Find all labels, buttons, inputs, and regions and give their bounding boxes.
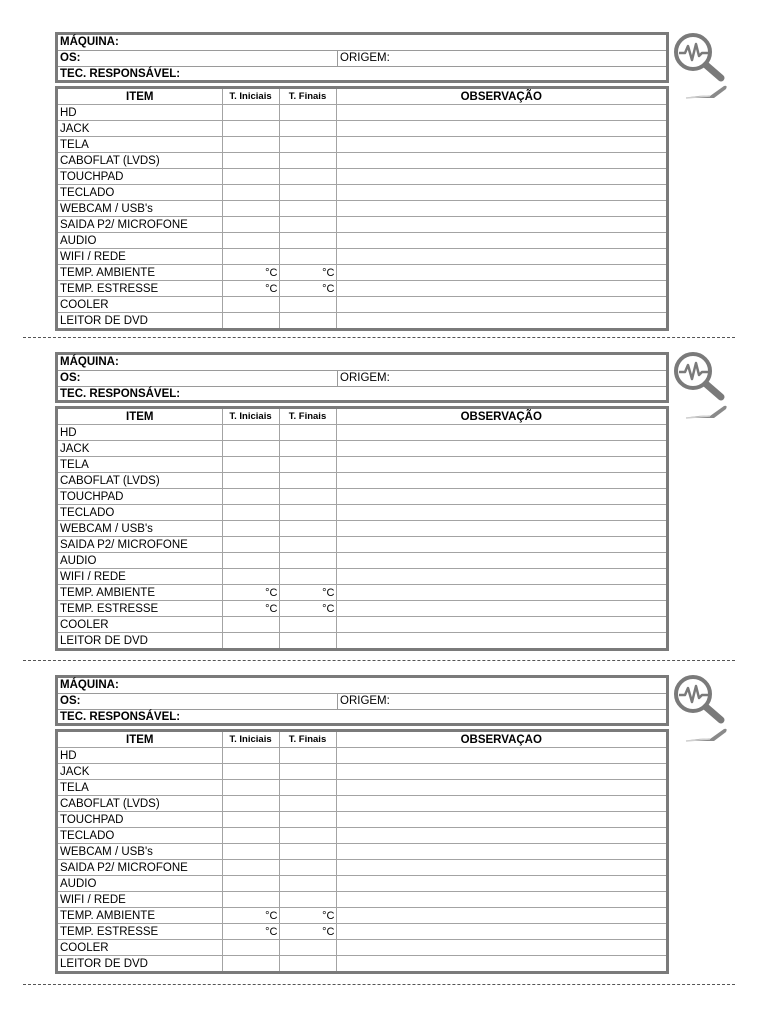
observacao-cell bbox=[336, 812, 666, 828]
os-label: OS: bbox=[58, 371, 338, 386]
header-t-finais: T. Finais bbox=[279, 89, 336, 105]
observacao-cell bbox=[336, 617, 666, 633]
t-finais-cell bbox=[279, 860, 336, 876]
t-finais-cell bbox=[279, 940, 336, 956]
observacao-cell bbox=[336, 569, 666, 585]
header-observacao: OBSERVAÇÃO bbox=[336, 89, 666, 105]
t-iniciais-cell bbox=[222, 844, 279, 860]
observacao-cell bbox=[336, 860, 666, 876]
t-iniciais-cell bbox=[222, 425, 279, 441]
header-item: ITEM bbox=[58, 89, 222, 105]
table-row bbox=[58, 457, 666, 473]
table-row bbox=[58, 876, 666, 892]
observacao-cell bbox=[336, 489, 666, 505]
observacao-cell bbox=[336, 297, 666, 313]
table-row bbox=[58, 281, 666, 297]
origem-label: ORIGEM: bbox=[340, 695, 390, 707]
item-label: TELA bbox=[58, 457, 222, 473]
item-label: TOUCHPAD bbox=[58, 489, 222, 505]
tec-row bbox=[58, 710, 666, 725]
t-finais-cell bbox=[279, 185, 336, 201]
t-finais-cell bbox=[279, 537, 336, 553]
table-row bbox=[58, 844, 666, 860]
t-iniciais-cell: °C bbox=[222, 908, 279, 924]
checklist-form-3 bbox=[55, 675, 669, 974]
table-row bbox=[58, 569, 666, 585]
table-row bbox=[58, 601, 666, 617]
header-t-finais: T. Finais bbox=[279, 409, 336, 425]
t-iniciais-cell bbox=[222, 473, 279, 489]
item-label: JACK bbox=[58, 441, 222, 457]
cut-line bbox=[23, 984, 735, 985]
item-label: SAIDA P2/ MICROFONE bbox=[58, 217, 222, 233]
table-row bbox=[58, 201, 666, 217]
item-label: TECLADO bbox=[58, 828, 222, 844]
observacao-cell bbox=[336, 249, 666, 265]
observacao-cell bbox=[336, 876, 666, 892]
table-row bbox=[58, 940, 666, 956]
form-header bbox=[55, 32, 669, 83]
table-row bbox=[58, 473, 666, 489]
table-row bbox=[58, 828, 666, 844]
t-iniciais-cell bbox=[222, 796, 279, 812]
observacao-cell bbox=[336, 521, 666, 537]
t-iniciais-cell bbox=[222, 617, 279, 633]
item-label: TEMP. AMBIENTE bbox=[58, 585, 222, 601]
table-row bbox=[58, 860, 666, 876]
item-label: TOUCHPAD bbox=[58, 812, 222, 828]
item-label: COOLER bbox=[58, 940, 222, 956]
cut-line bbox=[23, 337, 735, 338]
item-label: HD bbox=[58, 425, 222, 441]
observacao-cell bbox=[336, 505, 666, 521]
t-finais-cell bbox=[279, 201, 336, 217]
table-row bbox=[58, 537, 666, 553]
t-finais-cell bbox=[279, 796, 336, 812]
item-label: WIFI / REDE bbox=[58, 569, 222, 585]
t-finais-cell bbox=[279, 233, 336, 249]
observacao-cell bbox=[336, 233, 666, 249]
t-iniciais-cell bbox=[222, 249, 279, 265]
t-iniciais-cell bbox=[222, 297, 279, 313]
t-finais-cell bbox=[279, 956, 336, 972]
table-row bbox=[58, 153, 666, 169]
header-t-finais: T. Finais bbox=[279, 732, 336, 748]
t-iniciais-cell bbox=[222, 521, 279, 537]
observacao-cell bbox=[336, 281, 666, 297]
table-header-row bbox=[58, 732, 666, 748]
observacao-cell bbox=[336, 457, 666, 473]
item-label: JACK bbox=[58, 121, 222, 137]
observacao-cell bbox=[336, 425, 666, 441]
header-t-iniciais: T. Iniciais bbox=[222, 89, 279, 105]
observacao-cell bbox=[336, 956, 666, 972]
maquina-row bbox=[58, 35, 666, 51]
t-iniciais-cell bbox=[222, 137, 279, 153]
observacao-cell bbox=[336, 796, 666, 812]
item-label: TEMP. ESTRESSE bbox=[58, 281, 222, 297]
table-row bbox=[58, 748, 666, 764]
item-label: COOLER bbox=[58, 297, 222, 313]
t-iniciais-cell bbox=[222, 860, 279, 876]
table-row bbox=[58, 633, 666, 649]
t-finais-cell bbox=[279, 473, 336, 489]
header-t-iniciais: T. Iniciais bbox=[222, 409, 279, 425]
t-finais-cell: °C bbox=[279, 281, 336, 297]
table-row bbox=[58, 169, 666, 185]
t-finais-cell bbox=[279, 105, 336, 121]
item-label: TEMP. ESTRESSE bbox=[58, 601, 222, 617]
t-iniciais-cell bbox=[222, 537, 279, 553]
item-label: AUDIO bbox=[58, 553, 222, 569]
t-finais-cell: °C bbox=[279, 265, 336, 281]
t-iniciais-cell bbox=[222, 764, 279, 780]
observacao-cell bbox=[336, 185, 666, 201]
table-row bbox=[58, 249, 666, 265]
table-header-row bbox=[58, 89, 666, 105]
observacao-cell bbox=[336, 844, 666, 860]
header-observacao: OBSERVAÇÃO bbox=[336, 409, 666, 425]
t-finais-cell: °C bbox=[279, 924, 336, 940]
item-label: TECLADO bbox=[58, 505, 222, 521]
header-t-iniciais: T. Iniciais bbox=[222, 732, 279, 748]
t-iniciais-cell bbox=[222, 876, 279, 892]
item-label: WEBCAM / USB's bbox=[58, 201, 222, 217]
item-label: JACK bbox=[58, 764, 222, 780]
t-finais-cell bbox=[279, 553, 336, 569]
item-label: HD bbox=[58, 105, 222, 121]
table-row bbox=[58, 185, 666, 201]
table-row bbox=[58, 764, 666, 780]
t-iniciais-cell: °C bbox=[222, 924, 279, 940]
t-finais-cell bbox=[279, 764, 336, 780]
tec-responsavel-label: TEC. RESPONSÁVEL: bbox=[60, 711, 181, 723]
table-row bbox=[58, 505, 666, 521]
item-label: AUDIO bbox=[58, 233, 222, 249]
item-label: WIFI / REDE bbox=[58, 892, 222, 908]
pen-icon bbox=[684, 727, 728, 743]
t-iniciais-cell bbox=[222, 892, 279, 908]
table-row bbox=[58, 521, 666, 537]
t-finais-cell bbox=[279, 876, 336, 892]
t-iniciais-cell bbox=[222, 153, 279, 169]
observacao-cell bbox=[336, 585, 666, 601]
table-row bbox=[58, 924, 666, 940]
table-row bbox=[58, 892, 666, 908]
t-iniciais-cell: °C bbox=[222, 585, 279, 601]
tec-responsavel-label: TEC. RESPONSÁVEL: bbox=[60, 68, 181, 80]
t-iniciais-cell: °C bbox=[222, 265, 279, 281]
table-row bbox=[58, 796, 666, 812]
t-iniciais-cell: °C bbox=[222, 601, 279, 617]
checklist-form-1 bbox=[55, 32, 669, 331]
os-row bbox=[58, 51, 666, 67]
observacao-cell bbox=[336, 473, 666, 489]
observacao-cell bbox=[336, 633, 666, 649]
item-label: CABOFLAT (LVDS) bbox=[58, 796, 222, 812]
t-finais-cell bbox=[279, 521, 336, 537]
t-finais-cell bbox=[279, 812, 336, 828]
t-iniciais-cell bbox=[222, 940, 279, 956]
header-observacao: OBSERVAÇAO bbox=[336, 732, 666, 748]
observacao-cell bbox=[336, 313, 666, 329]
observacao-cell bbox=[336, 201, 666, 217]
t-finais-cell bbox=[279, 505, 336, 521]
item-label: SAIDA P2/ MICROFONE bbox=[58, 860, 222, 876]
observacao-cell bbox=[336, 601, 666, 617]
t-finais-cell bbox=[279, 489, 336, 505]
table-row bbox=[58, 233, 666, 249]
t-finais-cell bbox=[279, 617, 336, 633]
table-row bbox=[58, 425, 666, 441]
t-finais-cell: °C bbox=[279, 601, 336, 617]
magnifier-heartbeat-icon bbox=[671, 32, 727, 82]
observacao-cell bbox=[336, 265, 666, 281]
t-iniciais-cell bbox=[222, 489, 279, 505]
t-iniciais-cell bbox=[222, 217, 279, 233]
observacao-cell bbox=[336, 441, 666, 457]
origem-label: ORIGEM: bbox=[340, 52, 390, 64]
t-finais-cell bbox=[279, 137, 336, 153]
observacao-cell bbox=[336, 748, 666, 764]
t-iniciais-cell bbox=[222, 780, 279, 796]
item-label: CABOFLAT (LVDS) bbox=[58, 473, 222, 489]
table-row bbox=[58, 313, 666, 329]
t-iniciais-cell bbox=[222, 105, 279, 121]
item-label: TELA bbox=[58, 780, 222, 796]
header-item: ITEM bbox=[58, 409, 222, 425]
t-iniciais-cell bbox=[222, 233, 279, 249]
t-finais-cell bbox=[279, 844, 336, 860]
t-iniciais-cell bbox=[222, 748, 279, 764]
t-finais-cell bbox=[279, 780, 336, 796]
observacao-cell bbox=[336, 828, 666, 844]
cut-line bbox=[23, 660, 735, 661]
table-row bbox=[58, 105, 666, 121]
t-finais-cell bbox=[279, 249, 336, 265]
t-finais-cell bbox=[279, 828, 336, 844]
item-label: TEMP. ESTRESSE bbox=[58, 924, 222, 940]
origem-label: ORIGEM: bbox=[340, 372, 390, 384]
item-label: TELA bbox=[58, 137, 222, 153]
checklist-table bbox=[55, 729, 669, 974]
os-row bbox=[58, 371, 666, 387]
table-row bbox=[58, 908, 666, 924]
table-row bbox=[58, 489, 666, 505]
item-label: CABOFLAT (LVDS) bbox=[58, 153, 222, 169]
table-row bbox=[58, 617, 666, 633]
item-label: COOLER bbox=[58, 617, 222, 633]
t-finais-cell bbox=[279, 457, 336, 473]
observacao-cell bbox=[336, 780, 666, 796]
table-row bbox=[58, 553, 666, 569]
observacao-cell bbox=[336, 121, 666, 137]
os-label: OS: bbox=[58, 51, 338, 66]
table-row bbox=[58, 585, 666, 601]
item-label: WEBCAM / USB's bbox=[58, 844, 222, 860]
item-label: TEMP. AMBIENTE bbox=[58, 265, 222, 281]
observacao-cell bbox=[336, 137, 666, 153]
pen-icon bbox=[684, 404, 728, 420]
table-row bbox=[58, 441, 666, 457]
t-finais-cell bbox=[279, 441, 336, 457]
t-finais-cell bbox=[279, 569, 336, 585]
t-iniciais-cell: °C bbox=[222, 281, 279, 297]
t-iniciais-cell bbox=[222, 633, 279, 649]
observacao-cell bbox=[336, 105, 666, 121]
table-row bbox=[58, 265, 666, 281]
item-label: LEITOR DE DVD bbox=[58, 956, 222, 972]
t-finais-cell bbox=[279, 297, 336, 313]
maquina-label: MÁQUINA: bbox=[60, 356, 119, 368]
t-iniciais-cell bbox=[222, 828, 279, 844]
form-header bbox=[55, 675, 669, 726]
os-label: OS: bbox=[58, 694, 338, 709]
tec-responsavel-label: TEC. RESPONSÁVEL: bbox=[60, 388, 181, 400]
tec-row bbox=[58, 387, 666, 402]
magnifier-heartbeat-icon bbox=[671, 674, 727, 724]
t-iniciais-cell bbox=[222, 185, 279, 201]
item-label: AUDIO bbox=[58, 876, 222, 892]
item-label: WIFI / REDE bbox=[58, 249, 222, 265]
t-iniciais-cell bbox=[222, 569, 279, 585]
t-finais-cell bbox=[279, 217, 336, 233]
checklist-table bbox=[55, 406, 669, 651]
item-label: WEBCAM / USB's bbox=[58, 521, 222, 537]
t-iniciais-cell bbox=[222, 441, 279, 457]
checklist-form-2 bbox=[55, 352, 669, 651]
table-row bbox=[58, 812, 666, 828]
maquina-label: MÁQUINA: bbox=[60, 36, 119, 48]
t-finais-cell bbox=[279, 169, 336, 185]
magnifier-heartbeat-icon bbox=[671, 351, 727, 401]
t-finais-cell bbox=[279, 121, 336, 137]
observacao-cell bbox=[336, 924, 666, 940]
t-iniciais-cell bbox=[222, 169, 279, 185]
checklist-table bbox=[55, 86, 669, 331]
t-finais-cell bbox=[279, 633, 336, 649]
t-iniciais-cell bbox=[222, 121, 279, 137]
table-row bbox=[58, 297, 666, 313]
maquina-label: MÁQUINA: bbox=[60, 679, 119, 691]
t-finais-cell bbox=[279, 153, 336, 169]
t-finais-cell: °C bbox=[279, 908, 336, 924]
t-iniciais-cell bbox=[222, 201, 279, 217]
observacao-cell bbox=[336, 553, 666, 569]
table-row bbox=[58, 121, 666, 137]
t-finais-cell bbox=[279, 892, 336, 908]
t-finais-cell: °C bbox=[279, 585, 336, 601]
item-label: LEITOR DE DVD bbox=[58, 313, 222, 329]
item-label: TEMP. AMBIENTE bbox=[58, 908, 222, 924]
item-label: HD bbox=[58, 748, 222, 764]
pen-icon bbox=[684, 84, 728, 100]
observacao-cell bbox=[336, 892, 666, 908]
t-iniciais-cell bbox=[222, 812, 279, 828]
table-header-row bbox=[58, 409, 666, 425]
header-item: ITEM bbox=[58, 732, 222, 748]
table-row bbox=[58, 217, 666, 233]
t-finais-cell bbox=[279, 313, 336, 329]
observacao-cell bbox=[336, 764, 666, 780]
t-finais-cell bbox=[279, 748, 336, 764]
t-iniciais-cell bbox=[222, 553, 279, 569]
os-row bbox=[58, 694, 666, 710]
t-iniciais-cell bbox=[222, 505, 279, 521]
table-row bbox=[58, 780, 666, 796]
form-header bbox=[55, 352, 669, 403]
t-finais-cell bbox=[279, 425, 336, 441]
maquina-row bbox=[58, 678, 666, 694]
observacao-cell bbox=[336, 908, 666, 924]
maquina-row bbox=[58, 355, 666, 371]
observacao-cell bbox=[336, 537, 666, 553]
item-label: TOUCHPAD bbox=[58, 169, 222, 185]
observacao-cell bbox=[336, 940, 666, 956]
item-label: SAIDA P2/ MICROFONE bbox=[58, 537, 222, 553]
table-row bbox=[58, 137, 666, 153]
observacao-cell bbox=[336, 169, 666, 185]
tec-row bbox=[58, 67, 666, 82]
table-row bbox=[58, 956, 666, 972]
t-iniciais-cell bbox=[222, 313, 279, 329]
observacao-cell bbox=[336, 217, 666, 233]
item-label: TECLADO bbox=[58, 185, 222, 201]
item-label: LEITOR DE DVD bbox=[58, 633, 222, 649]
observacao-cell bbox=[336, 153, 666, 169]
t-iniciais-cell bbox=[222, 457, 279, 473]
t-iniciais-cell bbox=[222, 956, 279, 972]
